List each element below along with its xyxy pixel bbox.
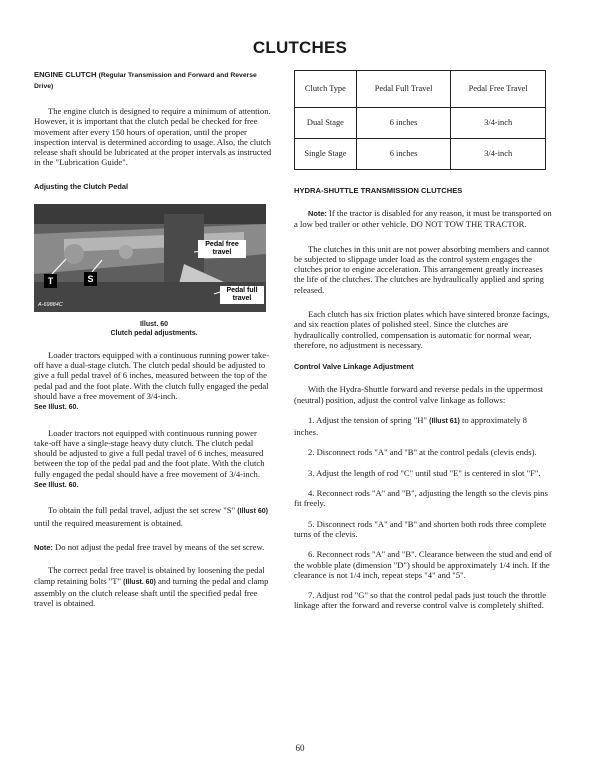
single-stage-ref: See Illust. 60. (34, 482, 79, 490)
step-2: 2. Disconnect rods "A" and "B" at the control pedals (clevis ends). (308, 447, 537, 458)
free-travel-text-a: The correct pedal free travel is obtained by loosening the pedal clamp retaining bolts "T" (34, 565, 265, 586)
clutch-pedal-photo (34, 204, 266, 312)
step-4: 4. Reconnect rods "A" and "B", adjusting the length so the clevis pins fit freely. (294, 488, 548, 509)
left-note (34, 542, 274, 553)
photo-label-t: T (44, 274, 57, 288)
step-7: 7. Adjust rod "G" so that the control pedal pads just touch the throttle linkage after the forward and reverse control valve is completely shifted. (294, 590, 547, 611)
table-cell: Single Stage (295, 139, 357, 170)
hydra-clutch-paragraph-1: The clutches in this unit are not power absorbing members and cannot be subjected to slippage under load as the control system engages the clutches prior to engine acceleration. This arrangement greatly increases the life of the clutches. The clutches are hydraulically applied and spring released. (294, 243, 550, 295)
control-valve-heading: Control Valve Linkage Adjustment (294, 362, 414, 372)
engine-clutch-heading-sub: (Regular Transmission and Forward and Reverse Drive) (34, 72, 257, 90)
right-note-text: If the tractor is disabled for any reason, it must be transported on a low bed trailer or other vehicle. DO NOT TOW THE TRACTOR. (294, 208, 552, 230)
illust-caption-text: Clutch pedal adjustments. (110, 329, 198, 337)
photo-id: A-69884C (38, 301, 63, 308)
right-note (294, 208, 552, 230)
clutch-travel-table (294, 70, 546, 170)
dual-stage-text: Loader tractors equipped with a continuous running power take-off have a dual-stage clutch. The clutch pedal should be adjusted to give a full pedal travel of 6 inches, measured between the top of the pedal pad and the foot plate. With the clutch fully engaged the pedal should have a free movement of 3/4-inch. (34, 349, 269, 401)
table-cell: 6 inches (356, 139, 451, 170)
dual-stage-paragraph (34, 350, 274, 414)
engine-clutch-paragraph: The engine clutch is designed to require a minimum of attention. However, it is important that the clutch pedal be checked for free movement after every 150 hours of operation, until the proper inspection interval is determined according to usage. Also, the clutch release shaft should be lubricated at the proper intervals as instructed in the "Lubrication Guide". (34, 106, 272, 168)
left-note-label: Note: (34, 542, 53, 552)
table-header-free-travel: Pedal Free Travel (451, 71, 546, 108)
step-3: 3. Adjust the length of rod "C" until stud "E" is centered in slot "F". (308, 467, 541, 478)
photo-label-pedal-full-travel: Pedal full travel (220, 286, 264, 304)
table-row (295, 108, 546, 139)
hydra-clutch-paragraph-2: Each clutch has six friction plates which have sintered bronze facings, and six reaction plates of polished steel. Since the clutches are hydraulically controlled, compensation is automatic for normal wear, therefore, no adjustment is necessary. (294, 309, 550, 350)
table-header-full-travel: Pedal Full Travel (356, 71, 451, 108)
engine-clutch-heading-main: ENGINE CLUTCH (34, 70, 97, 79)
right-note-label: Note: (308, 209, 327, 218)
right-column (294, 70, 552, 611)
left-column (34, 70, 274, 608)
full-travel-text-b: until the required measurement is obtained. (34, 517, 183, 528)
step-1 (294, 415, 552, 438)
table-cell: 3/4-inch (451, 108, 546, 139)
adjusting-clutch-pedal-heading: Adjusting the Clutch Pedal (34, 181, 129, 191)
left-note-text: Do not adjust the pedal free travel by means of the set screw. (55, 541, 265, 552)
step-5: 5. Disconnect rods "A" and "B" and shorten both rods three complete turns of the clevis. (294, 518, 547, 539)
full-travel-paragraph (34, 505, 274, 528)
free-travel-paragraph (34, 565, 274, 608)
engine-clutch-heading (34, 70, 274, 92)
single-stage-paragraph (34, 428, 274, 492)
free-travel-text-b: and turning the pedal and clamp assembly on the clutch release shaft until the specified pedal free travel is obtained. (34, 575, 269, 609)
table-row (295, 139, 546, 170)
photo-label-s: S (84, 272, 97, 286)
table-header-row (295, 71, 546, 108)
step-1-text-a: 1. Adjust the tension of spring "H" (308, 414, 427, 425)
illust-caption-number: Illust. 60 (139, 320, 168, 328)
table-cell: 3/4-inch (451, 139, 546, 170)
table-header-clutch-type: Clutch Type (295, 71, 357, 108)
table-cell: 6 inches (356, 108, 451, 139)
control-valve-intro: With the Hydra-Shuttle forward and reverse pedals in the uppermost (neutral) position, adjust the control valve linkage as follows: (294, 384, 544, 405)
full-travel-ref: (Illust 60) (237, 508, 268, 516)
full-travel-text-a: To obtain the full pedal travel, adjust the set screw "S" (48, 505, 236, 516)
step-1-text-b: to approximately 8 inches. (294, 414, 527, 438)
page-title: CLUTCHES (252, 38, 348, 57)
page-number: 60 (295, 743, 305, 753)
dual-stage-ref: See Illust. 60. (34, 404, 79, 412)
table-cell: Dual Stage (295, 108, 357, 139)
hydra-shuttle-heading: HYDRA-SHUTTLE TRANSMISSION CLUTCHES (294, 186, 463, 195)
step-6: 6. Reconnect rods "A" and "B". Clearance between the stud and end of the wobble plate (dimension "D") should be approximately 1/4 inch. If the clearance is not 1/4 inch, repeat steps "4" and "5". (294, 549, 552, 580)
single-stage-text: Loader tractors not equipped with continuous running power take-off have a single-stage heavy duty clutch. The clutch pedal should be adjusted to give a full pedal travel of 6 inches, measured between the top of the pedal pad and the foot plate. With the clutch fully engaged the pedal should have a free movement of 3/4-inch. (34, 427, 265, 479)
photo-label-pedal-free-travel: Pedal free travel (198, 240, 246, 258)
step-1-ref: (Illust 61) (429, 417, 460, 425)
free-travel-ref: (Illust. 60) (123, 578, 156, 586)
